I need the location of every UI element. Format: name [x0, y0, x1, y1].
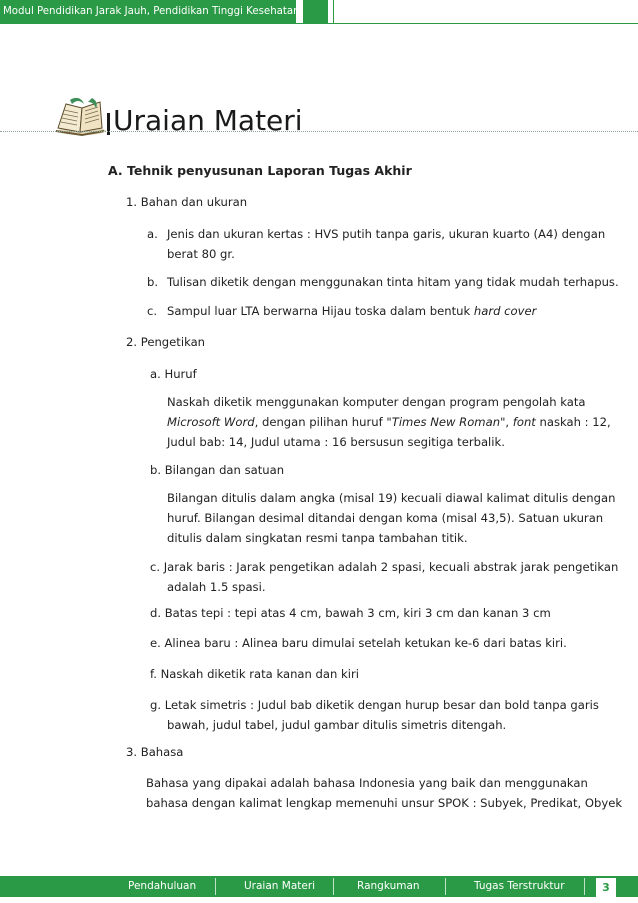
- list-item-2g: [150, 695, 599, 735]
- page-title: Uraian Materi: [113, 104, 303, 137]
- list-item-2b: b. Bilangan dan satuan: [150, 463, 285, 477]
- emphasis-text: hard cover: [473, 304, 537, 318]
- text-line: berat 80 gr.: [167, 247, 235, 261]
- footer-link-rangkuman[interactable]: Rangkuman: [357, 880, 420, 892]
- emphasis-text: Times New Roman: [391, 415, 501, 429]
- text-line: ditulis dalam singkatan resmi tanpa tambahan titik.: [167, 531, 468, 545]
- list-item-2e: e. Alinea baru : Alinea baru dimulai setelah ketukan ke-6 dari batas kiri.: [150, 636, 567, 650]
- text-line: Jenis dan ukuran kertas : HVS putih tanpa garis, ukuran kuarto (A4) dengan: [167, 227, 606, 241]
- text-line: Judul bab: 14, Judul utama : 16 bersusun segitiga terbalik.: [167, 435, 505, 449]
- list-item-1: 1. Bahan dan ukuran: [126, 195, 248, 209]
- text-span: naskah : 12,: [535, 415, 611, 429]
- footer-link-pendahuluan[interactable]: Pendahuluan: [128, 880, 197, 892]
- list-label-1c: c.: [147, 304, 158, 318]
- list-item-2c: [150, 557, 619, 597]
- text-span: ",: [500, 415, 513, 429]
- footer-separator: [333, 878, 334, 895]
- list-item-2: 2. Pengetikan: [126, 335, 206, 349]
- list-item-2f: f. Naskah diketik rata kanan dan kiri: [150, 667, 359, 681]
- dotted-divider: [0, 131, 638, 132]
- text-line: Bahasa yang dipakai adalah bahasa Indonesia yang baik dan menggunakan: [146, 776, 588, 790]
- footer-separator: [215, 878, 216, 895]
- emphasis-text: Microsoft Word: [167, 415, 255, 429]
- text-line: Naskah diketik menggunakan komputer dengan program pengolah kata: [167, 395, 586, 409]
- footer-link-tugas-terstruktur[interactable]: Tugas Terstruktur: [474, 880, 565, 892]
- text-line: bawah, judul tabel, judul gambar ditulis simetris ditengah.: [167, 718, 507, 732]
- list-item-1b: Tulisan diketik dengan menggunakan tinta hitam yang tidak mudah terhapus.: [167, 275, 619, 289]
- page-number: 3: [596, 878, 616, 897]
- text-line: adalah 1.5 spasi.: [167, 580, 266, 594]
- header-divider: [333, 0, 334, 24]
- paragraph-3: [146, 773, 623, 813]
- text-span: Sampul luar LTA berwarna Hijau toska dalam bentuk: [167, 304, 474, 318]
- list-item-3: 3. Bahasa: [126, 745, 184, 759]
- list-item-1a: [167, 224, 606, 264]
- open-book-icon: [52, 96, 108, 136]
- paragraph-2a: [167, 392, 611, 452]
- list-label-1a: a.: [147, 227, 158, 241]
- emphasis-text: font: [512, 415, 536, 429]
- module-title: Modul Pendidikan Jarak Jauh, Pendidikan Tinggi Kesehatan: [0, 0, 296, 24]
- list-label-1b: b.: [147, 275, 159, 289]
- list-item-1c: [167, 301, 536, 321]
- header-square: [303, 0, 328, 24]
- footer-separator: [584, 878, 585, 895]
- list-item-2a: a. Huruf: [150, 367, 197, 381]
- text-line: Bilangan ditulis dalam angka (misal 19) kecuali diawal kalimat ditulis dengan: [167, 491, 616, 505]
- list-item-2d: d. Batas tepi : tepi atas 4 cm, bawah 3 cm, kiri 3 cm dan kanan 3 cm: [150, 606, 551, 620]
- footer-link-uraian-materi[interactable]: Uraian Materi: [244, 880, 316, 892]
- text-line: bahasa dengan kalimat lengkap memenuhi unsur SPOK : Subyek, Predikat, Obyek: [146, 796, 623, 810]
- text-line: g. Letak simetris : Judul bab diketik dengan hurup besar dan bold tanpa garis: [150, 698, 599, 712]
- paragraph-2b: [167, 488, 616, 548]
- section-heading: A. Tehnik penyusunan Laporan Tugas Akhir: [108, 163, 412, 178]
- footer-separator: [445, 878, 446, 895]
- text-span: , dengan pilihan huruf ": [254, 415, 392, 429]
- header-rule: [0, 23, 638, 24]
- text-line: huruf. Bilangan desimal ditandai dengan koma (misal 43,5). Satuan ukuran: [167, 511, 604, 525]
- text-line: [167, 412, 611, 432]
- text-line: c. Jarak baris : Jarak pengetikan adalah 2 spasi, kecuali abstrak jarak pengetikan: [150, 560, 619, 574]
